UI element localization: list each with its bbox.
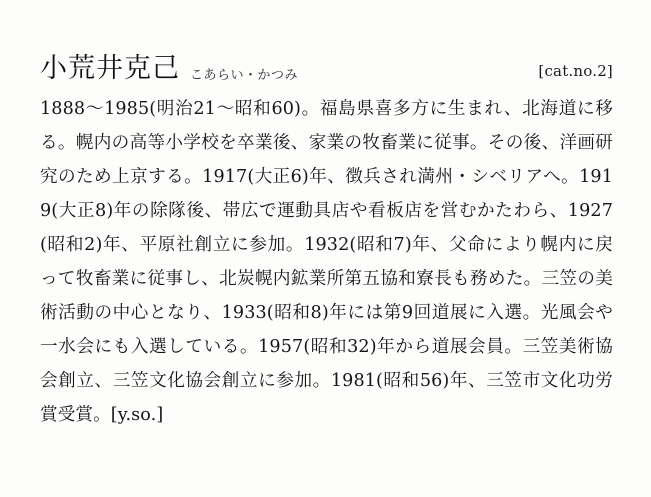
catalog-number: [cat.no.2] [538, 62, 613, 80]
artist-name-kanji: 小荒井克己 [40, 53, 180, 84]
entry-header [40, 46, 613, 86]
artist-name-kana: こあらい・かつみ [190, 68, 299, 83]
biography-text: 1888〜1985(明治21〜昭和60)。福島県喜多方に生まれ、北海道に移る。幌内の高等小学校を卒業後、家業の牧畜業に従事。その後、洋画研究のため上京する。1917(大正6)年、徴兵され満州・シベリアへ。1919(大正8)年の除隊後、帯広で運動具店や看板店を営むかたわら、1927(昭和2)年、平原社創立に参加。1932(昭和7)年、父命により幌内に戻って牧畜業に従事し、北炭幌内鉱業所第五協和寮長も務めた。三笠の美術活動の中心となり、1933(昭和8)年には第9回道展に入選。光風会や一水会にも入選している。1957(昭和32)年から道展会員。三笠美術協会創立、三笠文化協会創立に参加。1981(昭和56)年、三笠市文化功労賞受賞。[y.so.] [40, 99, 613, 425]
